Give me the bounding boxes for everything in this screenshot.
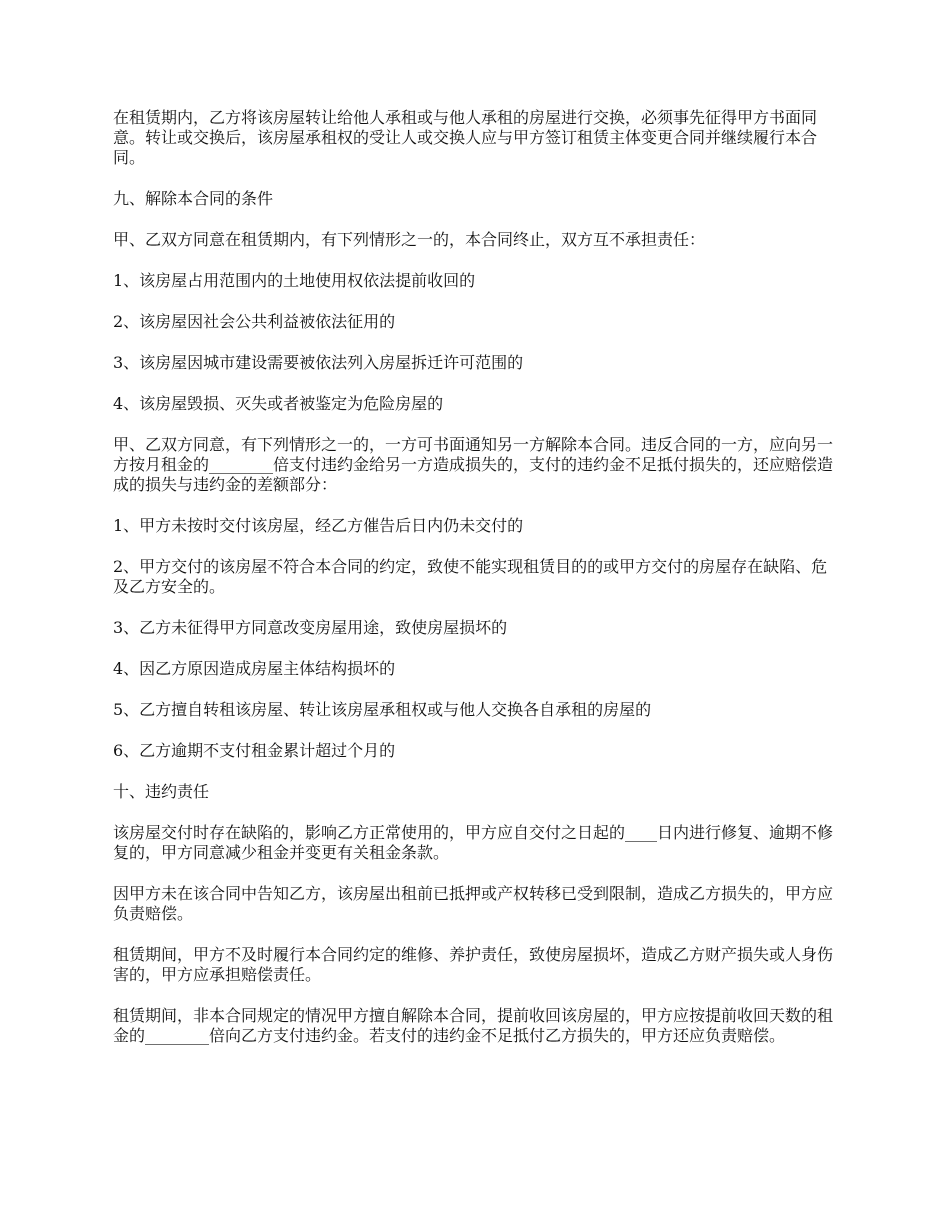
paragraph-maintenance-liability: 租赁期间，甲方不及时履行本合同约定的维修、养护责任，致使房屋损坏，造成乙方财产损失或人身伤害的，甲方应承担赔偿责任。 — [113, 945, 834, 984]
document-body — [113, 108, 843, 1067]
list-item-termination-4: 4、该房屋毁损、灭失或者被鉴定为危险房屋的 — [113, 394, 444, 413]
section-heading-breach-liability: 十、违约责任 — [113, 782, 210, 801]
list-item-rescission-4: 4、因乙方原因造成房屋主体结构损坏的 — [113, 659, 396, 678]
list-item-termination-3: 3、该房屋因城市建设需要被依法列入房屋拆迁许可范围的 — [113, 353, 524, 372]
list-item-rescission-6: 6、乙方逾期不支付租金累计超过个月的 — [113, 741, 396, 760]
list-item-rescission-3: 3、乙方未征得甲方同意改变房屋用途，致使房屋损坏的 — [113, 618, 508, 637]
list-item-rescission-1: 1、甲方未按时交付该房屋，经乙方催告后日内仍未交付的 — [113, 516, 524, 535]
section-heading-termination-conditions: 九、解除本合同的条件 — [113, 189, 274, 208]
paragraph-termination-intro: 甲、乙双方同意在租赁期内，有下列情形之一的，本合同终止，双方互不承担责任： — [113, 230, 706, 249]
paragraph-early-termination-penalty: 租赁期间，非本合同规定的情况甲方擅自解除本合同，提前收回该房屋的，甲方应按提前收回天数的租金的________倍向乙方支付违约金。若支付的违约金不足抵付乙方损失的，甲方还应负责赔偿。 — [113, 1006, 834, 1045]
list-item-rescission-2: 2、甲方交付的该房屋不符合本合同的约定，致使不能实现租赁目的的或甲方交付的房屋存在缺陷、危及乙方安全的。 — [113, 557, 828, 596]
list-item-rescission-5: 5、乙方擅自转租该房屋、转让该房屋承租权或与他人交换各自承租的房屋的 — [113, 700, 652, 719]
paragraph-defect-repair: 该房屋交付时存在缺陷的，影响乙方正常使用的，甲方应自交付之日起的____日内进行修复、逾期不修复的，甲方同意减少租金并变更有关租金条款。 — [113, 823, 834, 862]
paragraph-transfer-consent: 在租赁期内，乙方将该房屋转让给他人承租或与他人承租的房屋进行交换，必须事先征得甲方书面同意。转让或交换后，该房屋承租权的受让人或交换人应与甲方签订租赁主体变更合同并继续履行本合同。 — [113, 108, 818, 167]
paragraph-rescission-intro: 甲、乙双方同意，有下列情形之一的，一方可书面通知另一方解除本合同。违反合同的一方，应向另一方按月租金的________倍支付违约金给另一方造成损失的，支付的违约金不足抵付损失的，还应赔偿造成的损失与违约金的差额部分： — [113, 435, 834, 494]
paragraph-mortgage-disclosure: 因甲方未在该合同中告知乙方，该房屋出租前已抵押或产权转移已受到限制，造成乙方损失的，甲方应负责赔偿。 — [113, 884, 834, 923]
list-item-termination-2: 2、该房屋因社会公共利益被依法征用的 — [113, 312, 396, 331]
list-item-termination-1: 1、该房屋占用范围内的土地使用权依法提前收回的 — [113, 271, 476, 290]
